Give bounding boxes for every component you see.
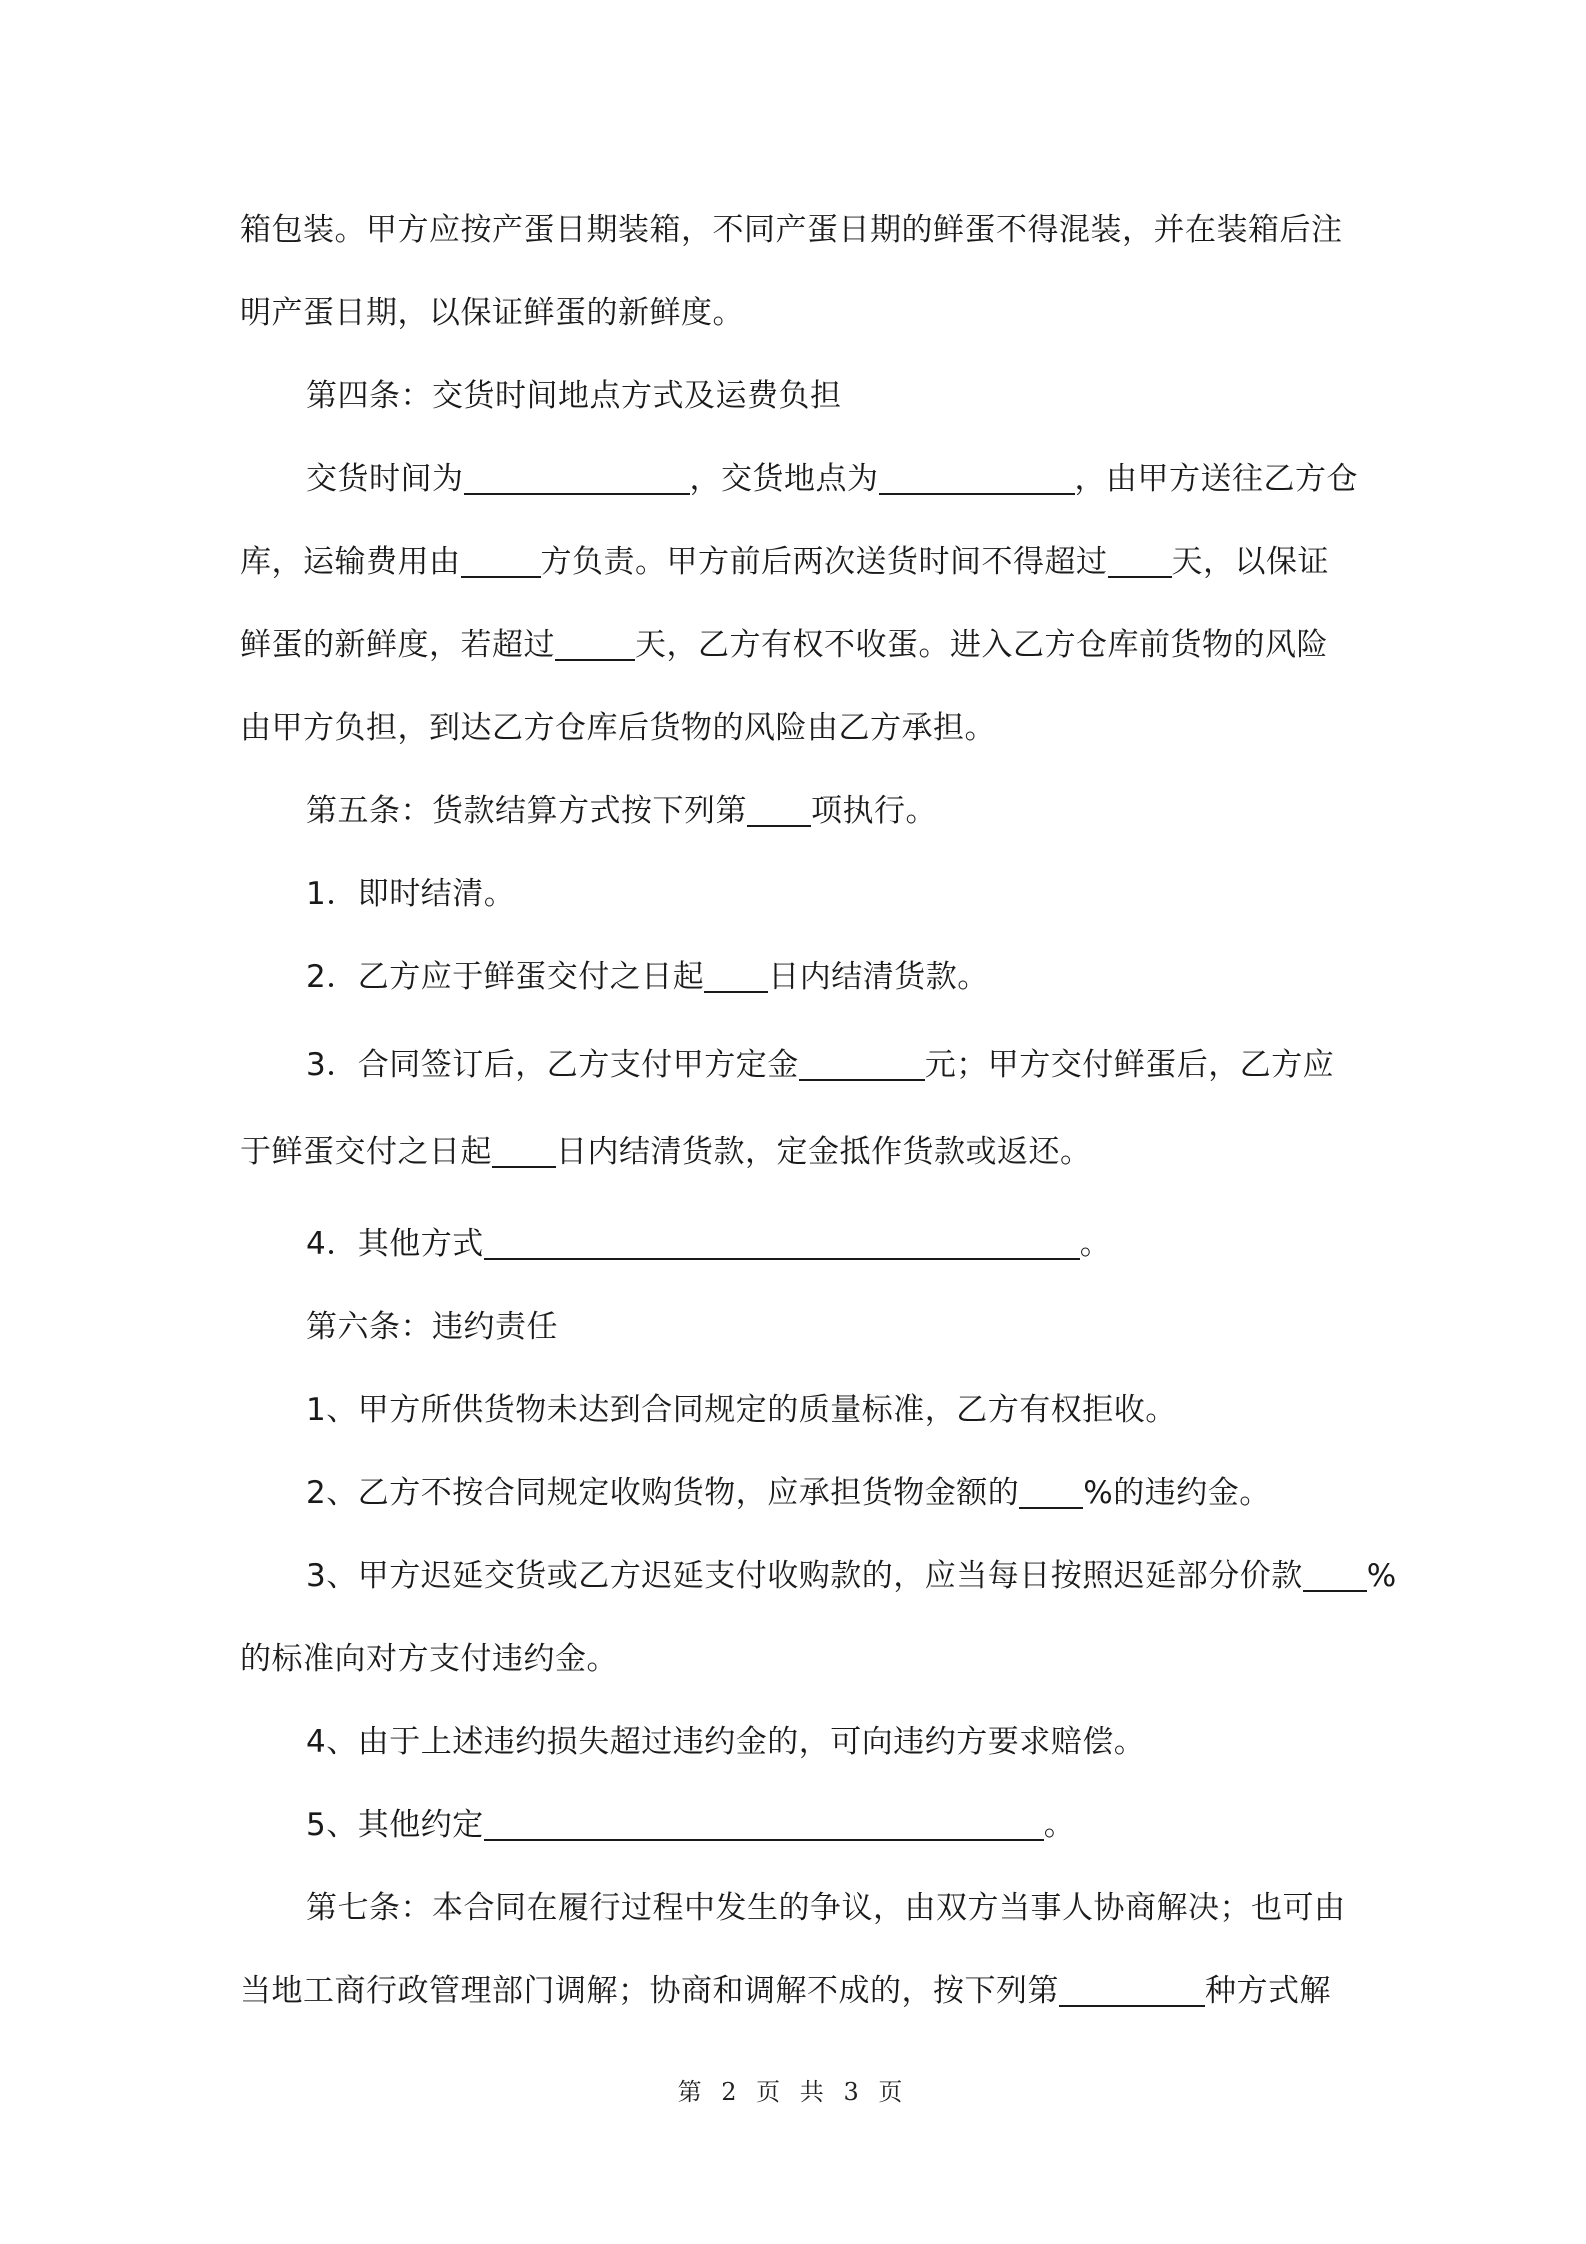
text-line — [240, 200, 1360, 260]
list-item — [306, 1712, 1360, 1772]
text-segment: 。 — [1079, 1226, 1112, 1262]
text-segment: %的违约金。 — [1083, 1475, 1271, 1511]
list-item — [306, 1380, 1360, 1440]
text-segment: 种方式解 — [1205, 1973, 1331, 2009]
fill-in-blank[interactable] — [747, 789, 811, 827]
text-segment: 天，乙方有权不收蛋。进入乙方仓库前货物的风险 — [635, 627, 1328, 663]
text-segment: ，由甲方送往乙方仓 — [1074, 461, 1358, 497]
fill-in-blank[interactable] — [555, 623, 635, 661]
text-segment: 1．即时结清。 — [306, 876, 516, 912]
article-heading — [306, 1297, 1360, 1357]
text-segment: 天，以保证 — [1171, 544, 1329, 580]
text-segment: ，交货地点为 — [689, 461, 879, 497]
text-segment: 鲜蛋的新鲜度，若超过 — [240, 627, 555, 663]
text-segment: 当地工商行政管理部门调解；协商和调解不成的，按下列第 — [240, 1973, 1059, 2009]
text-segment: 箱包装。甲方应按产蛋日期装箱，不同产蛋日期的鲜蛋不得混装，并在装箱后注 — [240, 212, 1343, 248]
text-line — [240, 532, 1360, 592]
fill-in-blank[interactable] — [704, 955, 768, 993]
text-line — [240, 1961, 1360, 2021]
list-item — [306, 1795, 1360, 1855]
article-heading — [306, 781, 1360, 841]
text-segment: 日内结清货款。 — [768, 959, 989, 995]
article-heading — [306, 1878, 1360, 1938]
text-line — [240, 615, 1360, 675]
text-segment: 项执行。 — [811, 793, 937, 829]
text-segment: 的标准向对方支付违约金。 — [240, 1641, 618, 1677]
text-segment: 由甲方负担，到达乙方仓库后货物的风险由乙方承担。 — [240, 710, 996, 746]
text-segment: 1、甲方所供货物未达到合同规定的质量标准，乙方有权拒收。 — [306, 1392, 1177, 1428]
list-item — [306, 864, 1360, 924]
text-segment: 。 — [1043, 1807, 1076, 1843]
text-segment: 库，运输费用由 — [240, 544, 461, 580]
fill-in-blank[interactable] — [1108, 540, 1172, 578]
page-footer: 第 2 页 共 3 页 — [677, 2078, 909, 2106]
text-segment: 2．乙方应于鲜蛋交付之日起 — [306, 959, 705, 995]
text-segment: 明产蛋日期，以保证鲜蛋的新鲜度。 — [240, 295, 744, 331]
fill-in-blank[interactable] — [1019, 1471, 1083, 1509]
fill-in-blank[interactable] — [484, 1222, 1080, 1260]
text-line — [240, 698, 1360, 758]
text-segment: 元；甲方交付鲜蛋后，乙方应 — [924, 1047, 1335, 1083]
text-line — [240, 283, 1360, 343]
text-segment: 3．合同签订后，乙方支付甲方定金 — [306, 1047, 799, 1083]
text-segment: 4．其他方式 — [306, 1226, 484, 1262]
text-segment: 第五条：货款结算方式按下列第 — [306, 793, 747, 829]
text-segment: 第四条：交货时间地点方式及运费负担 — [306, 378, 842, 414]
text-line — [306, 449, 1360, 509]
fill-in-blank[interactable] — [461, 540, 541, 578]
fill-in-blank[interactable] — [492, 1130, 556, 1168]
text-segment: 5、其他约定 — [306, 1807, 484, 1843]
fill-in-blank[interactable] — [879, 457, 1075, 495]
fill-in-blank[interactable] — [484, 1803, 1044, 1841]
list-item — [306, 947, 1360, 1007]
list-item — [306, 1035, 1360, 1095]
text-segment: 日内结清货款，定金抵作货款或返还。 — [556, 1134, 1092, 1170]
text-line — [240, 1629, 1360, 1689]
list-item — [306, 1463, 1360, 1523]
list-item — [306, 1214, 1360, 1274]
text-segment: 2、乙方不按合同规定收购货物，应承担货物金额的 — [306, 1475, 1020, 1511]
fill-in-blank[interactable] — [1059, 1969, 1205, 2007]
fill-in-blank[interactable] — [1303, 1554, 1367, 1592]
list-item — [306, 1546, 1397, 1606]
article-heading — [306, 366, 1360, 426]
text-segment: % — [1366, 1558, 1397, 1594]
text-segment: 于鲜蛋交付之日起 — [240, 1134, 492, 1170]
text-segment: 4、由于上述违约损失超过违约金的，可向违约方要求赔偿。 — [306, 1724, 1146, 1760]
text-segment: 交货时间为 — [306, 461, 464, 497]
text-segment: 3、甲方迟延交货或乙方迟延支付收购款的，应当每日按照迟延部分价款 — [306, 1558, 1303, 1594]
fill-in-blank[interactable] — [799, 1043, 925, 1081]
text-segment: 第六条：违约责任 — [306, 1309, 558, 1345]
text-segment: 方负责。甲方前后两次送货时间不得超过 — [540, 544, 1108, 580]
text-line — [240, 1122, 1360, 1182]
fill-in-blank[interactable] — [464, 457, 690, 495]
text-segment: 第七条：本合同在履行过程中发生的争议，由双方当事人协商解决；也可由 — [306, 1890, 1346, 1926]
